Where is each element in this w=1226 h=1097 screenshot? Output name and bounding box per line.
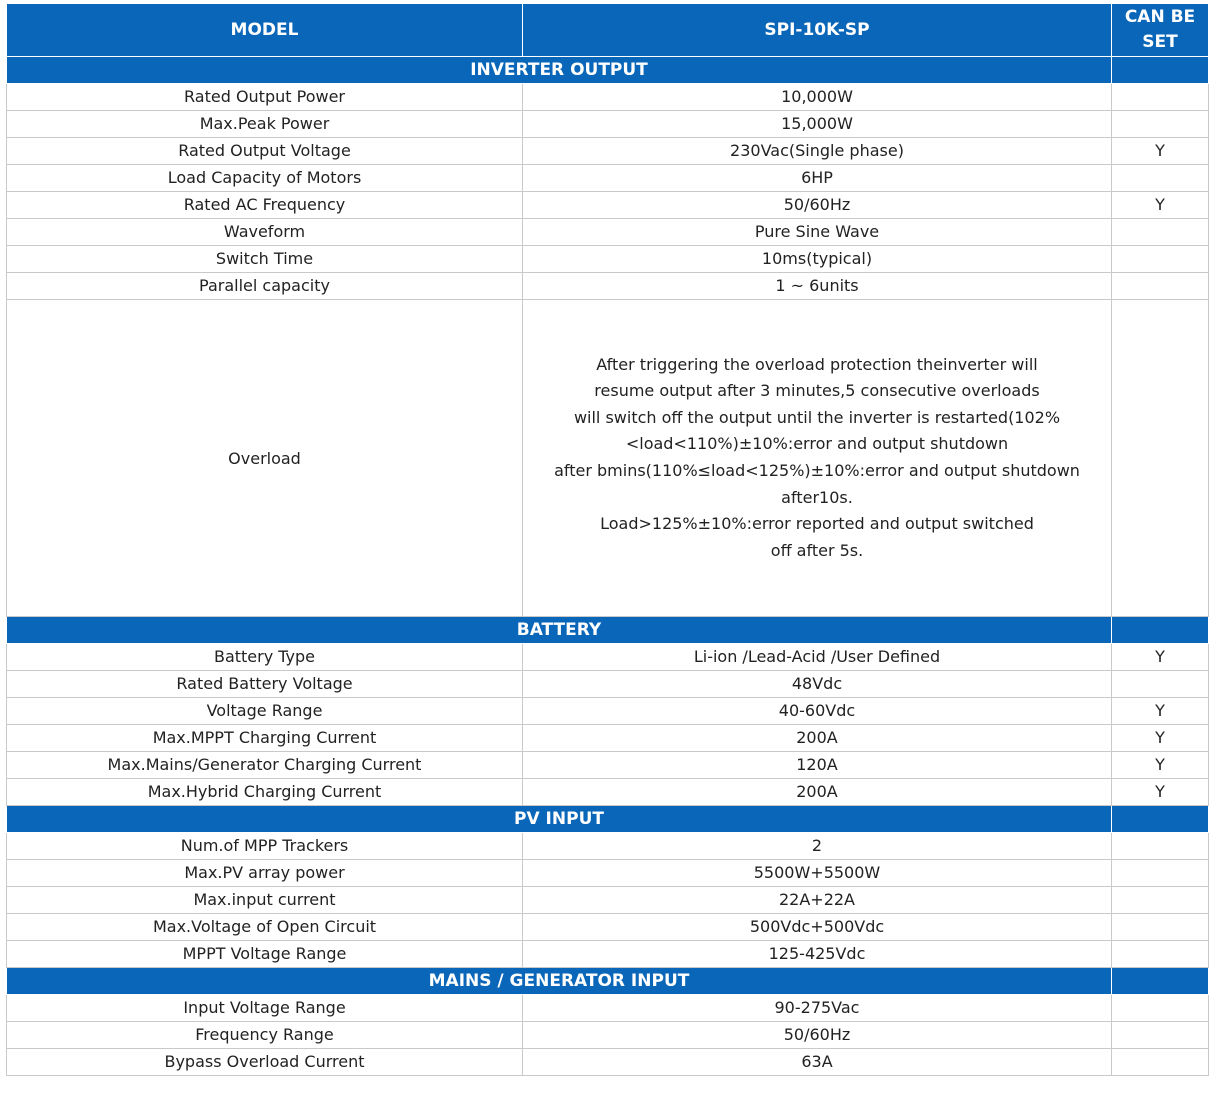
param-cell: Input Voltage Range xyxy=(7,995,523,1022)
section-title: PV INPUT xyxy=(7,806,1112,833)
settable-header: CAN BE SET xyxy=(1112,4,1209,57)
table-row xyxy=(7,273,1209,300)
settable-cell: Y xyxy=(1112,644,1209,671)
settable-cell: Y xyxy=(1112,698,1209,725)
spec-table xyxy=(6,3,1209,1076)
model-value-header: SPI-10K-SP xyxy=(523,4,1112,57)
value-cell: 5500W+5500W xyxy=(523,860,1112,887)
param-cell: Bypass Overload Current xyxy=(7,1049,523,1076)
settable-cell: Y xyxy=(1112,138,1209,165)
param-cell: Rated AC Frequency xyxy=(7,192,523,219)
overload-line: after10s. xyxy=(781,487,853,507)
model-header: MODEL xyxy=(7,4,523,57)
param-cell: Max.PV array power xyxy=(7,860,523,887)
table-row xyxy=(7,860,1209,887)
section-title: INVERTER OUTPUT xyxy=(7,57,1112,84)
overload-line: will switch off the output until the inverter is restarted(102% xyxy=(573,407,1061,427)
settable-cell: Y xyxy=(1112,779,1209,806)
param-cell: Max.Voltage of Open Circuit xyxy=(7,914,523,941)
overload-line: resume output after 3 minutes,5 consecutive overloads xyxy=(594,381,1040,401)
settable-cell: Y xyxy=(1112,725,1209,752)
table-row xyxy=(7,644,1209,671)
section-settable-cell xyxy=(1112,968,1209,995)
value-cell: 200A xyxy=(523,779,1112,806)
section-settable-cell xyxy=(1112,617,1209,644)
value-cell: 50/60Hz xyxy=(523,192,1112,219)
param-cell: Rated Output Power xyxy=(7,84,523,111)
param-cell: Num.of MPP Trackers xyxy=(7,833,523,860)
value-cell: 40-60Vdc xyxy=(523,698,1112,725)
value-cell: 230Vac(Single phase) xyxy=(523,138,1112,165)
param-cell: Max.input current xyxy=(7,887,523,914)
value-cell: 50/60Hz xyxy=(523,1022,1112,1049)
value-cell: 90-275Vac xyxy=(523,995,1112,1022)
overload-row xyxy=(7,300,1209,617)
section-header-inverter-output xyxy=(7,57,1209,84)
table-header-row xyxy=(7,4,1209,57)
settable-cell xyxy=(1112,860,1209,887)
section-title: MAINS / GENERATOR INPUT xyxy=(7,968,1112,995)
param-cell: Overload xyxy=(7,300,523,617)
table-row xyxy=(7,111,1209,138)
settable-cell xyxy=(1112,1022,1209,1049)
param-cell: Max.Mains/Generator Charging Current xyxy=(7,752,523,779)
settable-cell xyxy=(1112,219,1209,246)
value-cell: 6HP xyxy=(523,165,1112,192)
settable-cell: Y xyxy=(1112,192,1209,219)
param-cell: Frequency Range xyxy=(7,1022,523,1049)
table-row xyxy=(7,84,1209,111)
param-cell: Max.MPPT Charging Current xyxy=(7,725,523,752)
param-cell: Rated Output Voltage xyxy=(7,138,523,165)
value-cell: 63A xyxy=(523,1049,1112,1076)
table-row xyxy=(7,779,1209,806)
section-header-pv-input xyxy=(7,806,1209,833)
table-row xyxy=(7,725,1209,752)
value-cell: 15,000W xyxy=(523,111,1112,138)
param-cell: Parallel capacity xyxy=(7,273,523,300)
table-row xyxy=(7,833,1209,860)
param-cell: Voltage Range xyxy=(7,698,523,725)
param-cell: MPPT Voltage Range xyxy=(7,941,523,968)
overload-line: <load<110%)±10%:error and output shutdown xyxy=(625,434,1009,454)
overload-line: after bmins(110%≤load<125%)±10%:error and output shutdown xyxy=(554,461,1080,480)
settable-cell xyxy=(1112,887,1209,914)
settable-cell xyxy=(1112,84,1209,111)
settable-cell xyxy=(1112,833,1209,860)
table-row xyxy=(7,219,1209,246)
table-row xyxy=(7,914,1209,941)
param-cell: Waveform xyxy=(7,219,523,246)
table-row xyxy=(7,752,1209,779)
param-cell: Rated Battery Voltage xyxy=(7,671,523,698)
param-cell: Battery Type xyxy=(7,644,523,671)
settable-cell xyxy=(1112,300,1209,617)
value-cell: 22A+22A xyxy=(523,887,1112,914)
table-row xyxy=(7,941,1209,968)
value-cell: Li-ion /Lead-Acid /User Defined xyxy=(523,644,1112,671)
settable-cell xyxy=(1112,111,1209,138)
settable-cell xyxy=(1112,165,1209,192)
table-row xyxy=(7,698,1209,725)
section-settable-cell xyxy=(1112,57,1209,84)
value-cell: 120A xyxy=(523,752,1112,779)
value-cell: 125-425Vdc xyxy=(523,941,1112,968)
value-cell: 500Vdc+500Vdc xyxy=(523,914,1112,941)
table-row xyxy=(7,138,1209,165)
section-header-battery xyxy=(7,617,1209,644)
value-cell: 10ms(typical) xyxy=(523,246,1112,273)
overload-line: After triggering the overload protection theinverter will xyxy=(596,354,1038,374)
settable-cell xyxy=(1112,941,1209,968)
table-row xyxy=(7,165,1209,192)
table-row xyxy=(7,246,1209,273)
table-row xyxy=(7,887,1209,914)
value-cell: 10,000W xyxy=(523,84,1112,111)
overload-description xyxy=(523,300,1112,617)
section-header-mains-input xyxy=(7,968,1209,995)
value-cell: 200A xyxy=(523,725,1112,752)
overload-line: Load>125%±10%:error reported and output switched xyxy=(600,514,1034,534)
settable-cell xyxy=(1112,914,1209,941)
value-cell: 2 xyxy=(523,833,1112,860)
settable-cell xyxy=(1112,995,1209,1022)
settable-cell xyxy=(1112,1049,1209,1076)
section-title: BATTERY xyxy=(7,617,1112,644)
param-cell: Max.Peak Power xyxy=(7,111,523,138)
overload-line: off after 5s. xyxy=(770,540,864,560)
settable-cell: Y xyxy=(1112,752,1209,779)
section-settable-cell xyxy=(1112,806,1209,833)
table-row xyxy=(7,1022,1209,1049)
param-cell: Load Capacity of Motors xyxy=(7,165,523,192)
settable-cell xyxy=(1112,273,1209,300)
table-row xyxy=(7,995,1209,1022)
param-cell: Switch Time xyxy=(7,246,523,273)
value-cell: 48Vdc xyxy=(523,671,1112,698)
value-cell: 1 ~ 6units xyxy=(523,273,1112,300)
settable-cell xyxy=(1112,246,1209,273)
table-row xyxy=(7,1049,1209,1076)
settable-cell xyxy=(1112,671,1209,698)
param-cell: Max.Hybrid Charging Current xyxy=(7,779,523,806)
table-row xyxy=(7,671,1209,698)
table-row xyxy=(7,192,1209,219)
value-cell: Pure Sine Wave xyxy=(523,219,1112,246)
